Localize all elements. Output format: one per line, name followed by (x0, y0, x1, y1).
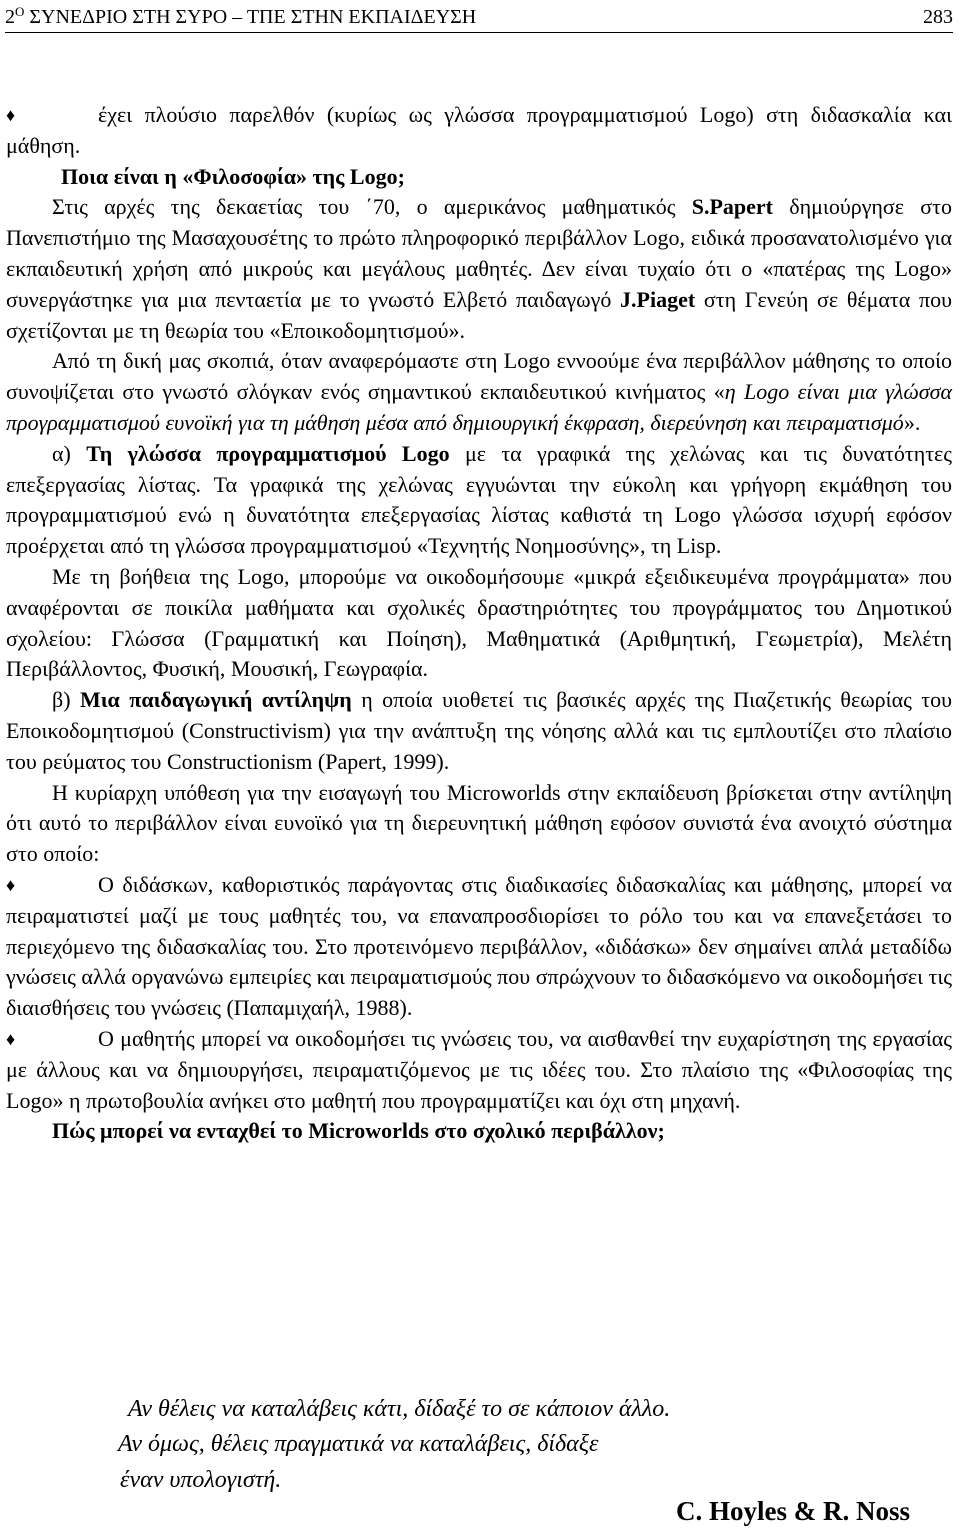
section-heading: Πώς μπορεί να ενταχθεί το Microworlds στο σχολικό περιβάλλον; (52, 1118, 665, 1144)
bullet-item: ♦ Ο μαθητής μπορεί να οικοδομήσει τις γνώσεις του, να αισθανθεί την ευχαρίστηση της εργασίας με άλλους και να δημιουργήσει, πειραματιζόμενος με τις ιδέες του. Στο πλαίσιο της «Φιλοσοφίας της Logo» η πρωτοβουλία ανήκει στο μαθητή που προγραμματίζει και όχι στη μηχανή. (6, 1025, 952, 1113)
paragraph: Από τη δική μας σκοπιά, όταν αναφερόμαστε στη Logo εννοούμε ένα περιβάλλον μάθησης το οποίο συνοψίζεται στο γνωστό σλόγκαν ενός σημαντικού εκπαιδευτικού κινήματος «η Logo είναι μια γλώσσα προγραμματισμού ευνοϊκή για τη μάθηση μέσα από δημιουργική έκφραση, διερεύνηση και πειραματισμό». (6, 348, 953, 435)
bullet-item: ♦ έχει πλούσιο παρελθόν (κυρίως ως γλώσσα προγραμματισμού Logo) στη διδασκαλία και μάθηση. (6, 102, 952, 158)
diamond-bullet-icon: ♦ (6, 105, 16, 125)
quote-author: C. Hoyles & R. Noss (676, 1496, 910, 1526)
diamond-bullet-icon: ♦ (6, 1028, 16, 1049)
quote-line: έναν υπολογιστή. (120, 1467, 282, 1493)
section-heading: Ποια είναι η «Φιλοσοφία» της Logo; (61, 163, 405, 189)
page-number: 283 (923, 6, 953, 28)
article-body (6, 100, 952, 1147)
quote-line: Αν όμως, θέλεις πραγματικά να καταλάβεις, δίδαξε (118, 1431, 599, 1457)
quote-line: Αν θέλεις να καταλάβεις κάτι, δίδαξέ το σε κάποιον άλλο. (128, 1396, 671, 1422)
bullet-item: ♦ Ο διδάσκων, καθοριστικός παράγοντας στις διαδικασίες διδασκαλίας και μάθησης, μπορεί να πειραματιστεί μαζί με τους μαθητές του, να επαναπροσδιορίσει το ρόλο του και να επανεξετάσει το περιεχόμενο της διδασκαλίας του. Στο προτεινόμενο περιβάλλον, «διδάσκω» δεν σημαίνει απλά μεταδίδω γνώσεις αλλά οργανώνω εμπειρίες και πειραματισμούς που σπρώχνουν το διδασκόμενο να οικοδομήσει τις διαισθήσεις του γνώσεις (Παπαμιχαήλ, 1988). (6, 871, 952, 1021)
paragraph: β) Μια παιδαγωγική αντίληψη η οποία υιοθετεί τις βασικές αρχές της Πιαζετικής θεωρίας του Εποικοδομητισμού (Constructivism) για την ανάπτυξη της νόησης αλλά και τις εμπλουτίζει στο πλαίσιο του ρεύματος του Constructionism (Papert, 1999). (6, 687, 952, 774)
running-header (5, 4, 953, 33)
paragraph: Η κυρίαρχη υπόθεση για την εισαγωγή του Microworlds στην εκπαίδευση βρίσκεται στην αντίληψη ότι αυτό το περιβάλλον είναι ευνοϊκό για τη διερευνητική μάθηση εφόσον συνιστά ένα ανοιχτό σύστημα στο οποίο: (6, 779, 952, 867)
paragraph: Με τη βοήθεια της Logo, μπορούμε να οικοδομήσουμε «μικρά εξειδικευμένα προγράμματα» που αναφέρονται σε ποικίλα μαθήματα και σχολικές δραστηριότητες του προγράμματος του Δημοτικού σχολείου: Γλώσσα (Γραμματική και Ποίηση), Μαθηματικά (Αριθμητική, Γεωμετρία), Μελέτη Περιβάλλοντος, Φυσική, Μουσική, Γεωγραφία. (6, 563, 952, 682)
diamond-bullet-icon: ♦ (6, 874, 16, 895)
paragraph: α) Τη γλώσσα προγραμματισμού Logo με τα γραφικά της χελώνας και τις δυνατότητες επεξεργασίας λίστας. Τα γραφικά της χελώνας εγγυώνται την εύκολη και γρήγορη εκμάθηση του προγραμματισμού ενώ η δυνατότητα επεξεργασίας λίστας καθιστά τη Logo γλώσσα ισχυρή εφόσον προέρχεται από τη γλώσσα προγραμματισμού «Τεχνητής Νοημοσύνης», τη Lisp. (6, 440, 953, 559)
paragraph: Στις αρχές της δεκαετίας του ΄70, ο αμερικάνος μαθηματικός S.Papert δημιούργησε στο Πανεπιστήμιο της Μασαχουσέτης το πρώτο πληροφορικό περιβάλλον Logo, ειδικά προσανατολισμένο για εκπαιδευτική χρήση από μικρούς και μεγάλους μαθητές. Δεν είναι τυχαίο ότι ο «πατέρας της Logo» συνεργάστηκε για μια πενταετία με το γνωστό Ελβετό παιδαγωγό J.Piaget στη Γενεύη σε θέματα που σχετίζονται με τη θεωρία του «Εποικοδομητισμού». (6, 194, 952, 343)
conference-title: $2^O$ ΣΥΝΕΔΡΙΟ ΣΤΗ ΣΥΡΟ – ΤΠΕ ΣΤΗΝ ΕΚΠΑΙΔΕΥΣΗ (5, 4, 477, 28)
